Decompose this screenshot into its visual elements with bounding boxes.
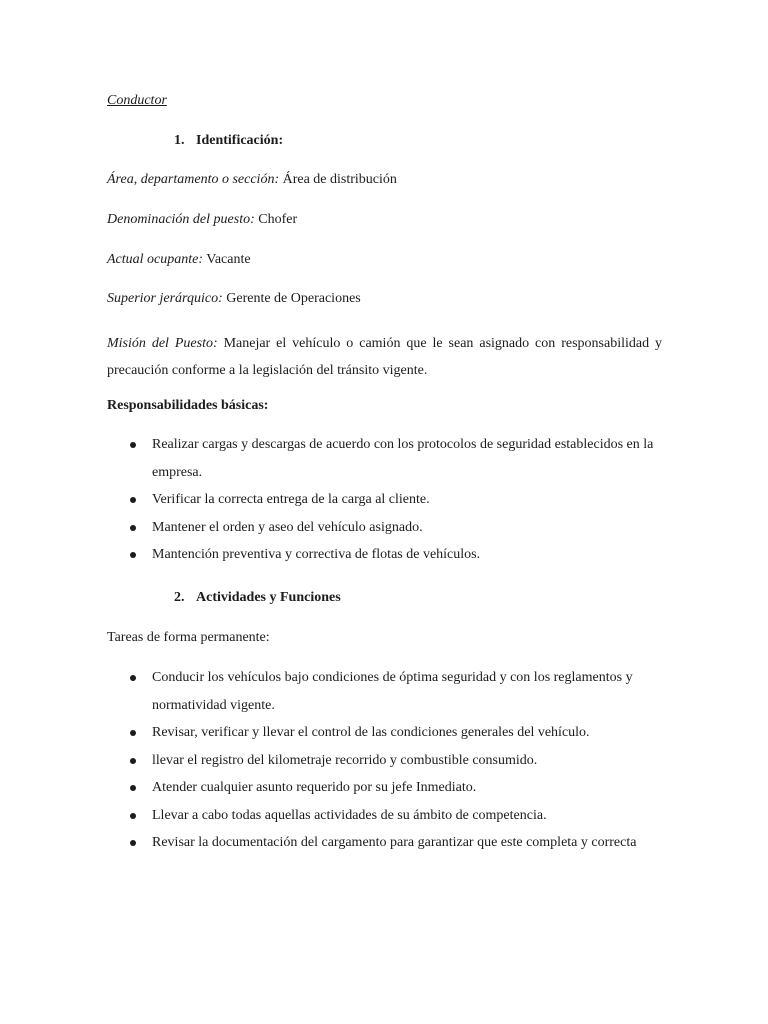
section-2-number: 2. [174, 590, 185, 605]
bullet-icon [130, 525, 136, 531]
bullet-icon [130, 442, 136, 448]
tareas-list [128, 664, 661, 857]
field-area-value: Área de distribución [282, 172, 397, 187]
field-area-label: Área, departamento o sección: [107, 172, 280, 187]
field-superior-value: Gerente de Operaciones [226, 291, 361, 306]
responsabilidades-heading: Responsabilidades básicas: [107, 398, 269, 413]
bullet-icon [130, 675, 136, 681]
list-item-text: llevar el registro del kilometraje recorrido y combustible consumido. [152, 752, 538, 768]
list-item-text: Llevar a cabo todas aquellas actividades de su ámbito de competencia. [152, 807, 547, 823]
list-item-text: Mantener el orden y aseo del vehículo asignado. [152, 519, 423, 535]
field-mision [107, 330, 662, 384]
list-item [128, 747, 661, 775]
field-ocupante-value: Vacante [206, 252, 251, 267]
list-item-text: Atender cualquier asunto requerido por su jefe Inmediato. [152, 780, 477, 795]
list-item-text: Revisar, verificar y llevar el control de las condiciones generales del vehículo. [152, 725, 590, 740]
tareas-intro: Tareas de forma permanente: [107, 630, 270, 645]
list-item [128, 431, 661, 486]
section-1-title: Identificación: [196, 133, 284, 148]
list-item-text: Verificar la correcta entrega de la carga al cliente. [152, 492, 430, 507]
list-item [128, 774, 661, 802]
field-area [107, 171, 397, 189]
bullet-icon [130, 552, 136, 558]
bullet-icon [130, 813, 136, 819]
bullet-icon [130, 497, 136, 503]
bullet-icon [130, 785, 136, 791]
section-2-heading [174, 589, 341, 607]
field-mision-value: Manejar el vehículo o camión que le sean asignado con responsabilidad y precaución conforme a la legislación del tránsito vigente. [107, 336, 663, 378]
field-superior-label: Superior jerárquico: [107, 291, 223, 306]
list-item-text: Mantención preventiva y correctiva de flotas de vehículos. [152, 547, 481, 562]
field-ocupante-label: Actual ocupante: [107, 252, 204, 267]
bullet-icon [130, 758, 136, 764]
field-puesto-value: Chofer [258, 212, 298, 227]
field-puesto-label: Denominación del puesto: [107, 212, 255, 227]
list-item [128, 719, 661, 747]
field-puesto [107, 211, 297, 229]
section-2-title: Actividades y Funciones [196, 590, 341, 605]
list-item [128, 541, 661, 569]
list-item-text: Realizar cargas y descargas de acuerdo con los protocolos de seguridad establecidos en la empresa. [152, 437, 654, 480]
list-item [128, 514, 661, 542]
field-ocupante [107, 251, 251, 269]
bullet-icon [130, 730, 136, 736]
field-mision-label: Misión del Puesto: [107, 336, 218, 351]
list-item [128, 664, 661, 719]
field-superior [107, 290, 361, 308]
document-title: Conductor [107, 93, 167, 108]
list-item-text: Revisar la documentación del cargamento para garantizar que este completa y correcta [152, 835, 637, 850]
list-item [128, 486, 661, 514]
section-1-number: 1. [174, 133, 185, 148]
responsabilidades-list [128, 431, 661, 569]
list-item [128, 829, 661, 857]
list-item-text: Conducir los vehículos bajo condiciones de óptima seguridad y con los reglamentos y normatividad vigente. [152, 670, 633, 713]
bullet-icon [130, 840, 136, 846]
list-item [128, 802, 661, 830]
section-1-heading [174, 132, 283, 150]
